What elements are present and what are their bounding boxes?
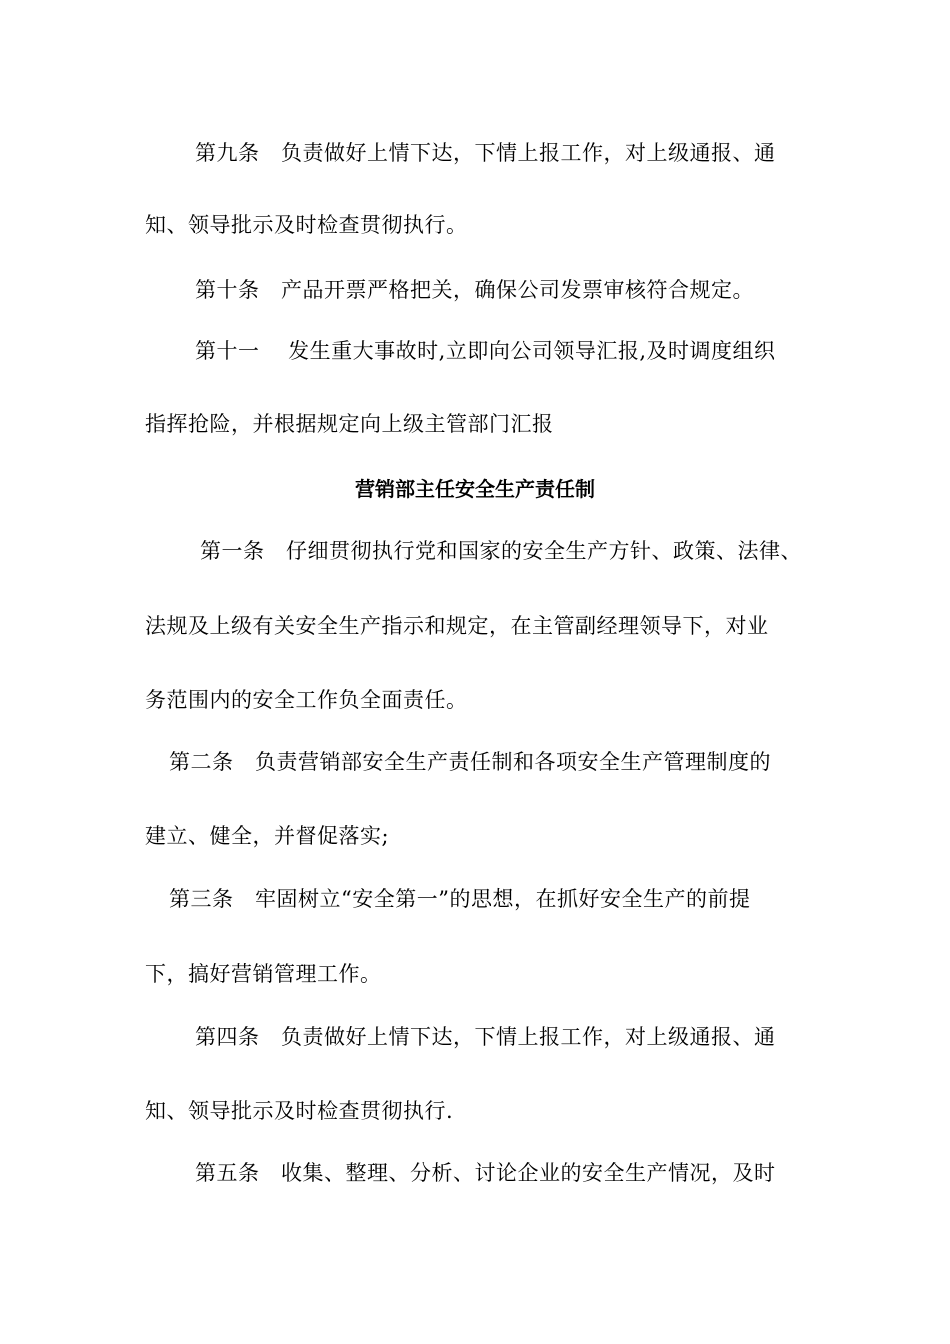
section-article-4-line-1: 第四条 负责做好上情下达，下情上报工作，对上级通报、通 <box>195 1025 776 1049</box>
article-9-line-2: 知、领导批示及时检查贯彻执行。 <box>145 213 468 237</box>
article-11-line-1: 第十一 发生重大事故时,立即向公司领导汇报,及时调度组织 <box>195 339 776 363</box>
section-article-1-line-3: 务范围内的安全工作负全面责任。 <box>145 688 468 712</box>
section-article-1-line-2: 法规及上级有关安全生产指示和规定，在主管副经理领导下，对业 <box>145 614 769 638</box>
section-article-3-line-2: 下，搞好营销管理工作。 <box>145 962 382 986</box>
article-10-line-1: 第十条 产品开票严格把关，确保公司发票审核符合规定。 <box>195 278 754 302</box>
section-article-5-line-1: 第五条 收集、整理、分析、讨论企业的安全生产情况，及时 <box>195 1161 776 1185</box>
article-11-line-2: 指挥抢险，并根据规定向上级主管部门汇报 <box>145 412 554 436</box>
section-title: 营销部主任安全生产责任制 <box>355 477 595 501</box>
section-article-2-line-2: 建立、健全，并督促落实; <box>145 824 390 848</box>
section-article-2-line-1: 第二条 负责营销部安全生产责任制和各项安全生产管理制度的 <box>169 750 771 774</box>
section-article-3-line-1: 第三条 牢固树立“安全第一”的思想，在抓好安全生产的前提 <box>169 887 751 911</box>
section-article-4-line-2: 知、领导批示及时检查贯彻执行. <box>145 1099 454 1123</box>
article-9-line-1: 第九条 负责做好上情下达，下情上报工作，对上级通报、通 <box>195 141 776 165</box>
section-article-1-line-1: 第一条 仔细贯彻执行党和国家的安全生产方针、政策、法律、 <box>200 539 802 563</box>
